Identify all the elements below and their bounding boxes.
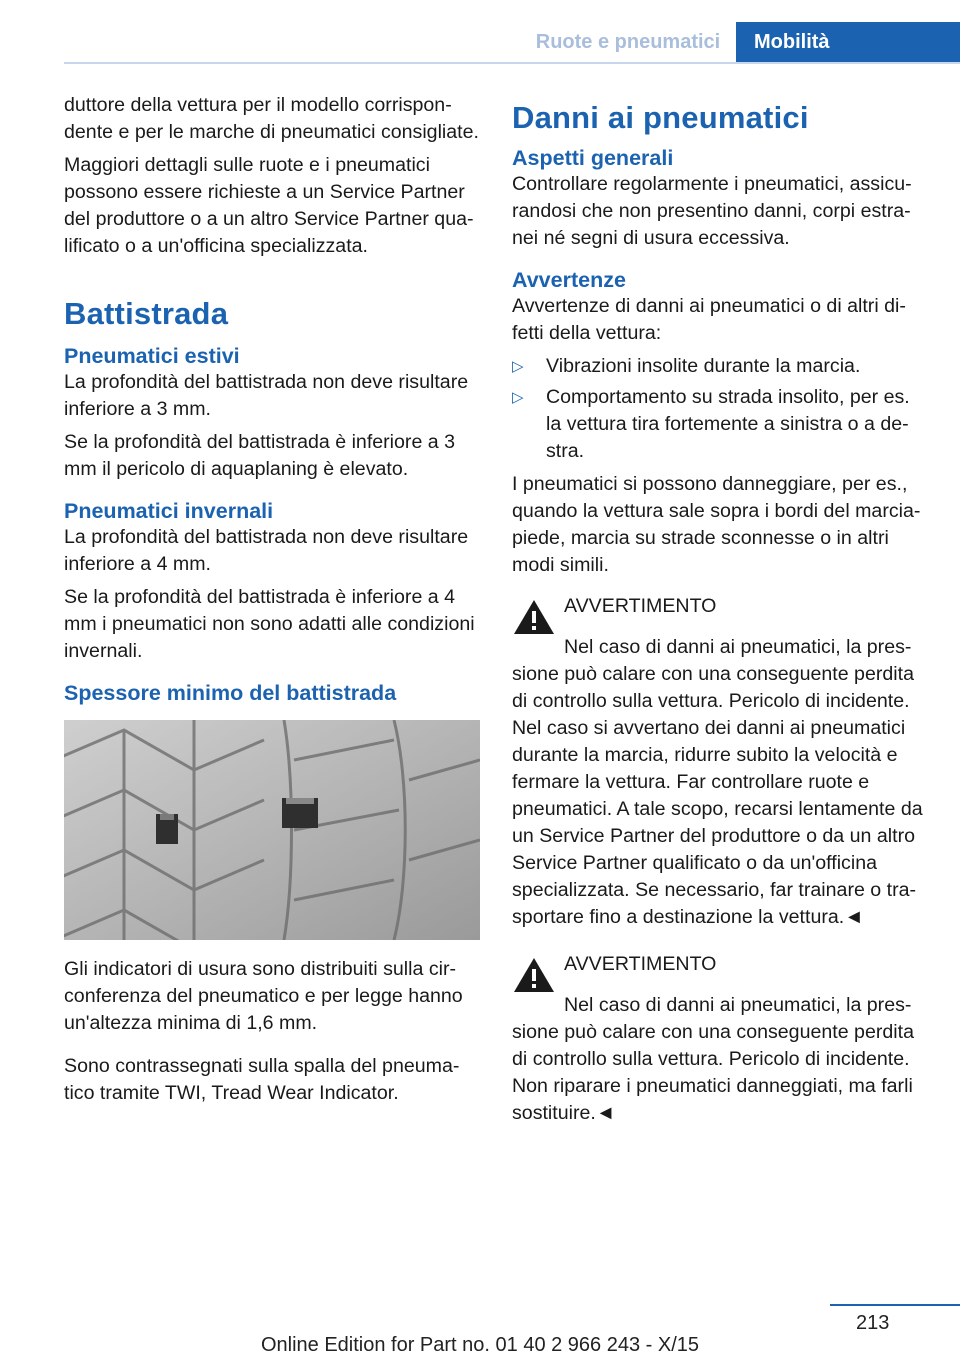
warning-block-1 [512, 593, 930, 637]
paragraph: Se la profondità del battistrada è inferiore a 3 mm il pericolo di aquaplaning è elevato. [64, 431, 456, 480]
heading-danni: Danni ai pneumatici [512, 100, 809, 135]
subheading-summer: Pneumatici estivi [64, 344, 240, 368]
triangle-bullet-icon: ▷ [512, 389, 524, 406]
left-column [64, 92, 480, 1113]
header-chapter[interactable]: Mobilità [736, 22, 960, 62]
paragraph: I pneumatici si possono danneggiare, per es., quando la vettura sale sopra i bordi del marciapiede, marcia su strade sconnesse o in altri modi simili. [512, 473, 921, 576]
warning-text: Nel caso di danni ai pneumatici, la pressione può calare con una conseguente perdita di controllo sulla vettura. Pericolo di incidente. Non riparare i pneumatici danneggiati, ma farli sostituire.◄ [512, 994, 914, 1124]
warning-signs-list [512, 353, 930, 465]
footer-rule [830, 1304, 960, 1306]
paragraph: Sono contrassegnati sulla spalla del pneumatico tramite TWI, Tread Wear Indicator. [64, 1055, 460, 1104]
paragraph: Maggiori dettagli sulle ruote e i pneumatici possono essere richieste a un Service Partner del produttore o a un altro Service Partner qualificato o a un'officina specializzata. [64, 154, 474, 257]
warning-label: AVVERTIMENTO [564, 953, 717, 975]
paragraph: Gli indicatori di usura sono distribuiti sulla circonferenza del pneumatico e per legge hanno un'altezza minima di 1,6 mm. [64, 958, 463, 1034]
subheading-min-depth: Spessore minimo del battistrada [64, 681, 397, 705]
list-item: ▷ Vibrazioni insolite durante la marcia. [512, 353, 930, 380]
right-column [512, 92, 930, 1133]
subheading-winter: Pneumatici invernali [64, 499, 274, 523]
warning-triangle-icon [512, 597, 556, 637]
triangle-bullet-icon: ▷ [512, 358, 524, 375]
edition-line: Online Edition for Part no. 01 40 2 966 243 - X/15 [260, 1334, 700, 1356]
paragraph: La profondità del battistrada non deve risultare inferiore a 3 mm. [64, 371, 469, 420]
paragraph: Controllare regolarmente i pneumatici, assicurandosi che non presentino danni, corpi estranei né segni di usura eccessiva. [512, 173, 912, 249]
paragraph: duttore della vettura per il modello corrispondente e per le marche di pneumatici consigliate. [64, 94, 479, 143]
warning-block-2 [512, 951, 930, 995]
header-section[interactable]: Ruote e pneumatici [535, 31, 721, 53]
paragraph: La profondità del battistrada non deve risultare inferiore a 4 mm. [64, 526, 469, 575]
header-rule [64, 62, 960, 64]
paragraph: Avvertenze di danni ai pneumatici o di altri difetti della vettura: [512, 295, 906, 344]
list-item: ▷ Comportamento su strada insolito, per es. la vettura tira fortemente a sinistra o a destra. [512, 384, 930, 465]
page-number: 213 [856, 1312, 890, 1334]
subheading-notes: Avvertenze [512, 268, 626, 292]
warning-triangle-icon [512, 955, 556, 995]
paragraph: Se la profondità del battistrada è inferiore a 4 mm i pneumatici non sono adatti alle condizioni invernali. [64, 586, 475, 662]
warning-text: Nel caso di danni ai pneumatici, la pressione può calare con una conseguente perdita di controllo sulla vettura. Pericolo di incidente. Nel caso si avvertano dei danni ai pneumatici durante la marcia, ridurre subito la velocità e fermare la vettura. Far controllare ruote e pneumatici. A tale scopo, recarsi lentamente da un Service Partner del produttore o da un altro Service Partner qualificato o da un'officina specializzata. Se necessario, far trainare o trasportare fino a destinazione la vettura.◄ [512, 636, 923, 928]
warning-label: AVVERTIMENTO [564, 595, 717, 617]
tire-tread-image [64, 720, 480, 940]
heading-battistrada: Battistrada [64, 296, 229, 331]
subheading-general: Aspetti generali [512, 146, 674, 170]
